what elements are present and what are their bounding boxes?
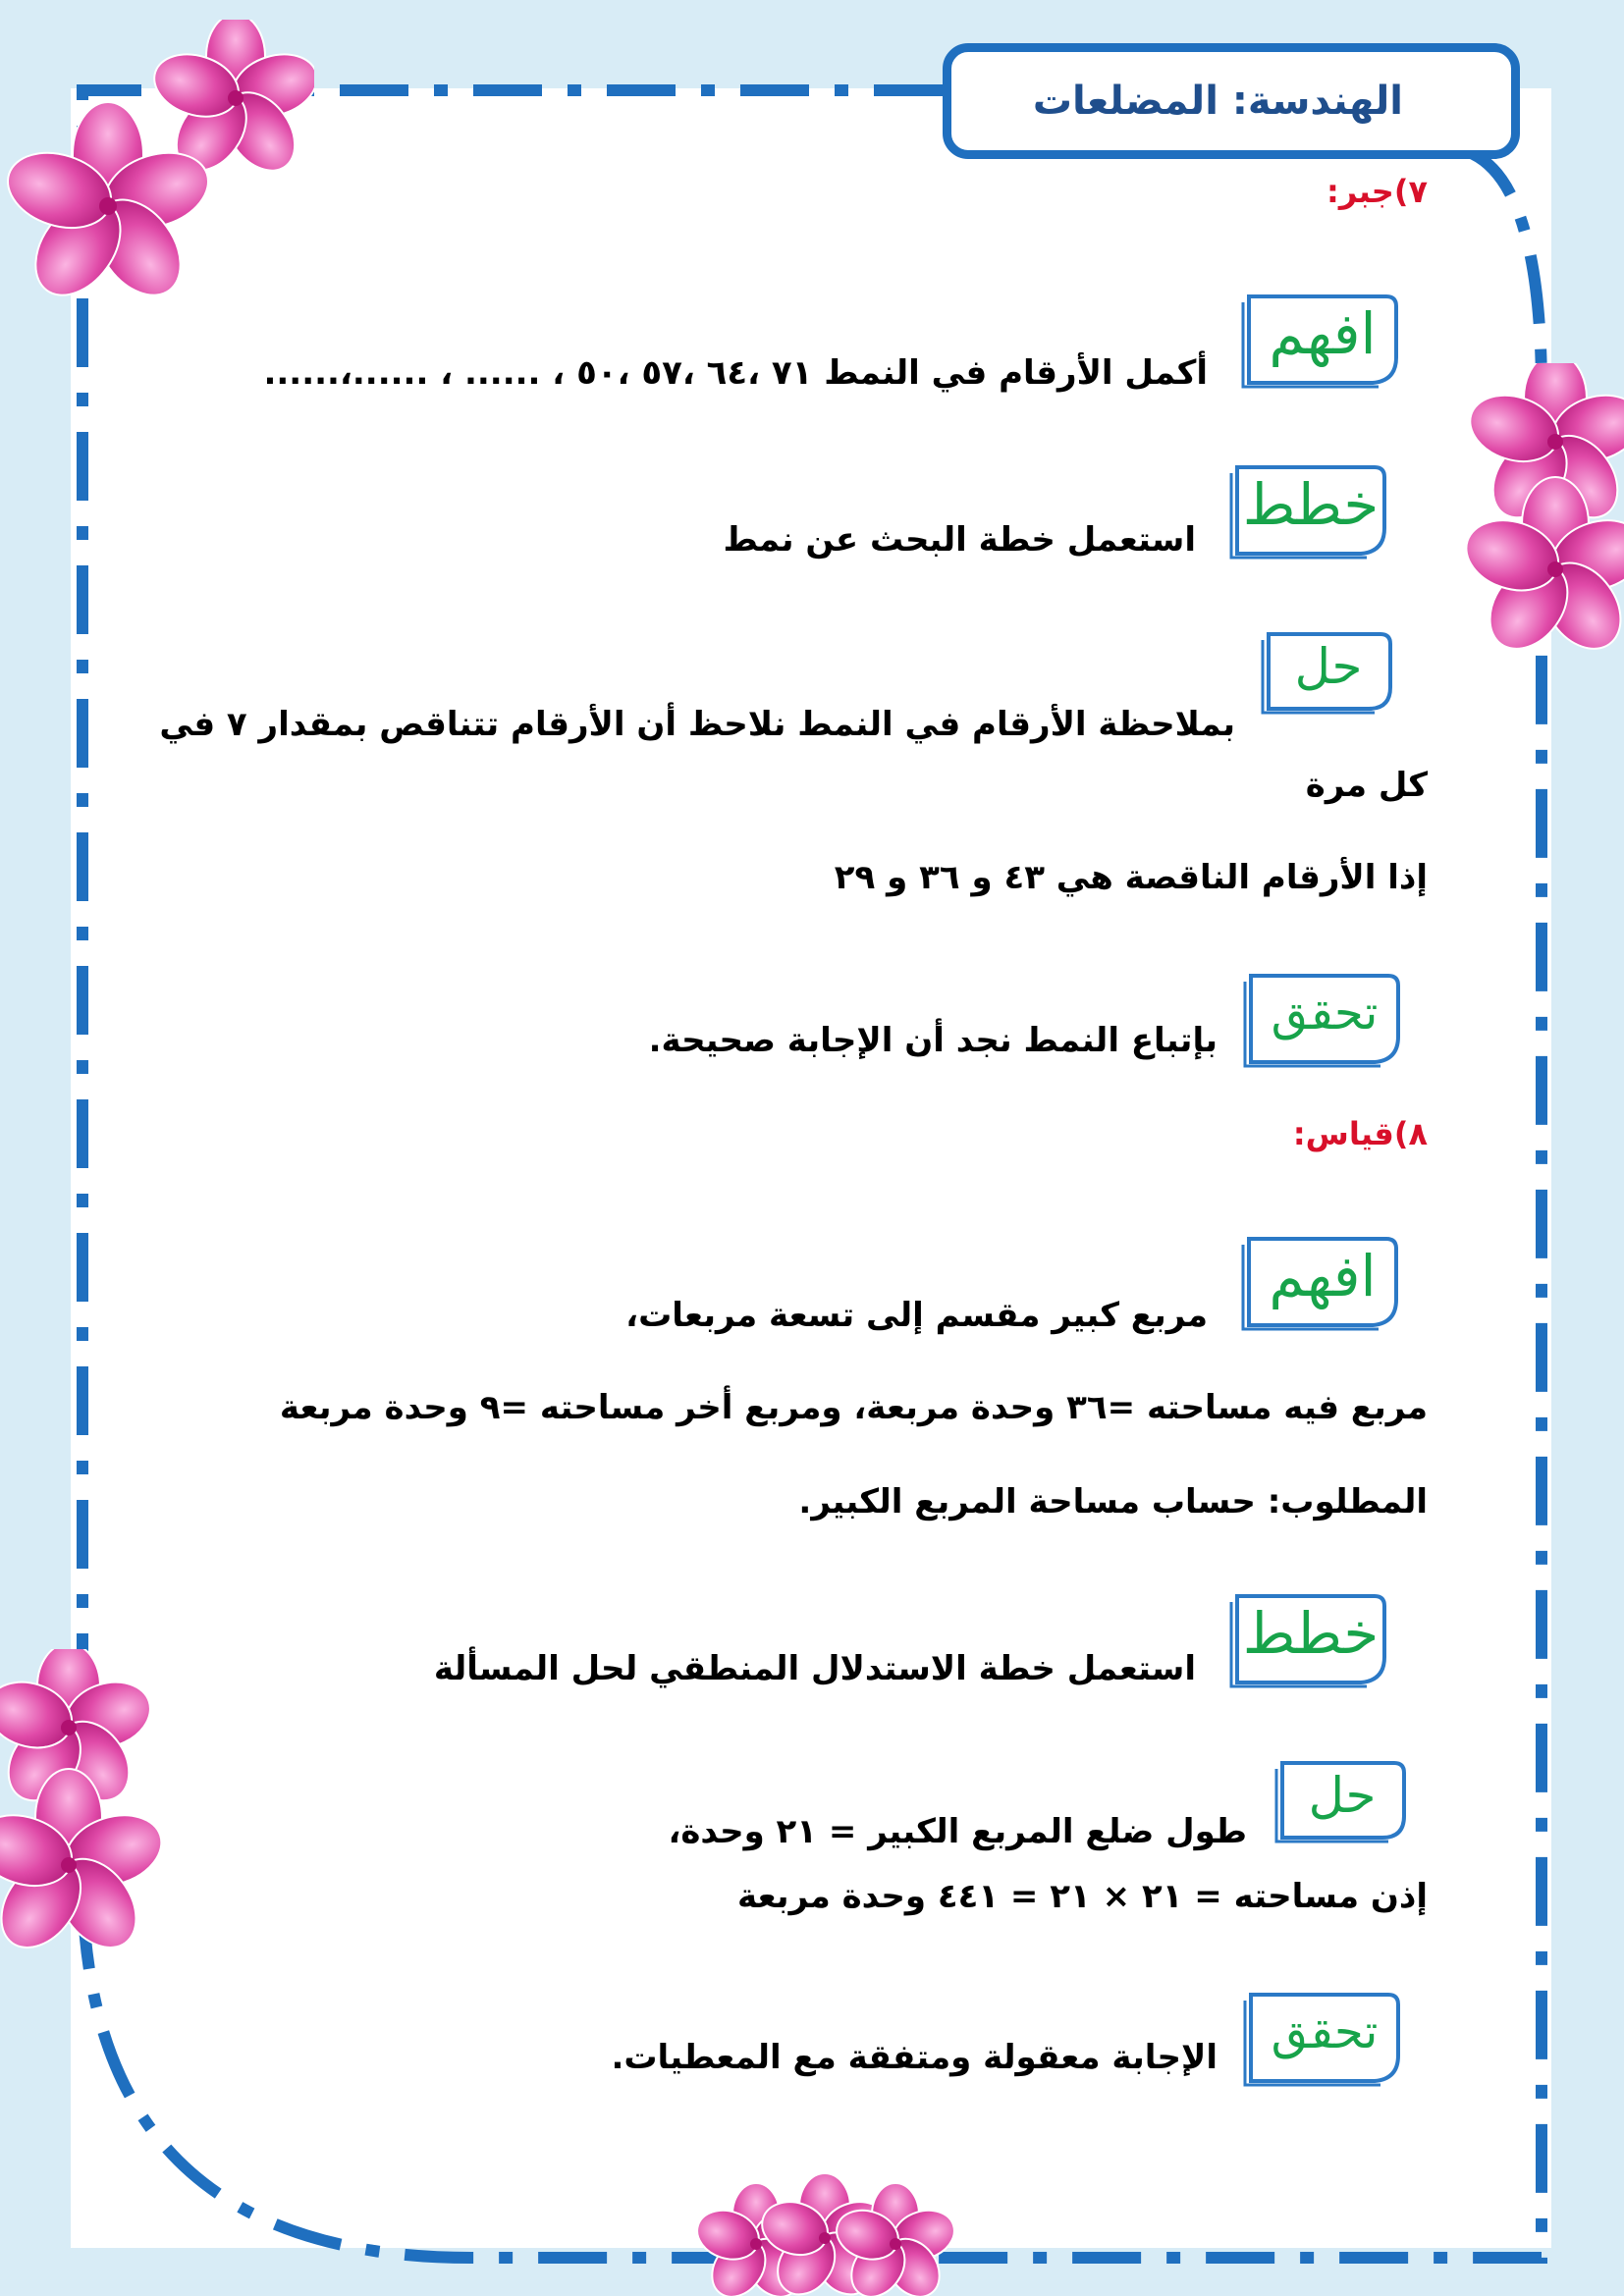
- q8-understand-line1: مربع كبير مقسم إلى تسعة مربعات،: [625, 1296, 1208, 1335]
- q8-check-text: الإجابة معقولة ومتفقة مع المعطيات.: [611, 2038, 1218, 2077]
- q7-solve-line3: إذا الأرقام الناقصة هي ٤٣ و ٣٦ و ٢٩: [834, 858, 1428, 897]
- q7-solve-line2: كل مرة: [1305, 766, 1428, 805]
- tag-check-q7-label: تحقق: [1271, 986, 1379, 1041]
- tag-solve-q7-label: حل: [1294, 638, 1363, 695]
- q8-solve-line2: إذن مساحته = ٢١ × ٢١ = ٤٤١ وحدة مربعة: [737, 1877, 1428, 1916]
- tag-understand-q8-label: افهم: [1269, 1243, 1377, 1309]
- q8-understand-line3: المطلوب: حساب مساحة المربع الكبير.: [798, 1482, 1428, 1522]
- tag-check-q8: [1241, 1987, 1406, 2087]
- q7-understand-text: أكمل الأرقام في النمط ٧١ ،٦٤ ،٥٧ ،٥٠ ، ...... ، ......،......: [263, 353, 1208, 393]
- q7-heading: ٧)جبر:: [1326, 173, 1428, 210]
- tag-check-q7: [1241, 968, 1406, 1068]
- flower-icon: [677, 2169, 972, 2296]
- tag-solve-q8-label: حل: [1308, 1767, 1377, 1824]
- title-box: [943, 43, 1520, 159]
- tag-check-q8-label: تحقق: [1271, 2004, 1379, 2059]
- q8-heading: ٨)قياس:: [1292, 1115, 1428, 1152]
- flower-icon: [1467, 363, 1624, 677]
- page-title: الهندسة: المضلعات: [1032, 79, 1403, 124]
- q7-plan-text: استعمل خطة البحث عن نمط: [723, 520, 1196, 560]
- tag-plan-q7: [1227, 459, 1392, 560]
- q7-solve-line1: بملاحظة الأرقام في النمط نلاحظ أن الأرقام تتناقص بمقدار ٧ في: [159, 705, 1235, 744]
- q7-check-text: بإتباع النمط نجد أن الإجابة صحيحة.: [648, 1021, 1218, 1060]
- tag-solve-q8: [1272, 1757, 1410, 1843]
- flower-icon: [0, 1649, 167, 1973]
- tag-solve-q7: [1259, 628, 1396, 715]
- q8-plan-text: استعمل خطة الاستدلال المنطقي لحل المسألة: [433, 1649, 1196, 1688]
- tag-plan-q7-label: خطط: [1242, 471, 1380, 538]
- tag-understand-q7-label: افهم: [1269, 300, 1377, 367]
- q8-solve-line1: طول ضلع المربع الكبير = ٢١ وحدة،: [668, 1812, 1247, 1851]
- tag-understand-q7: [1239, 289, 1404, 389]
- q8-understand-line2: مربع فيه مساحته =٣٦ وحدة مربعة، ومربع أخر مساحته =٩ وحدة مربعة: [279, 1388, 1428, 1427]
- tag-understand-q8: [1239, 1231, 1404, 1331]
- tag-plan-q8: [1227, 1588, 1392, 1688]
- tag-plan-q8-label: خطط: [1242, 1600, 1380, 1667]
- flower-icon: [0, 20, 314, 334]
